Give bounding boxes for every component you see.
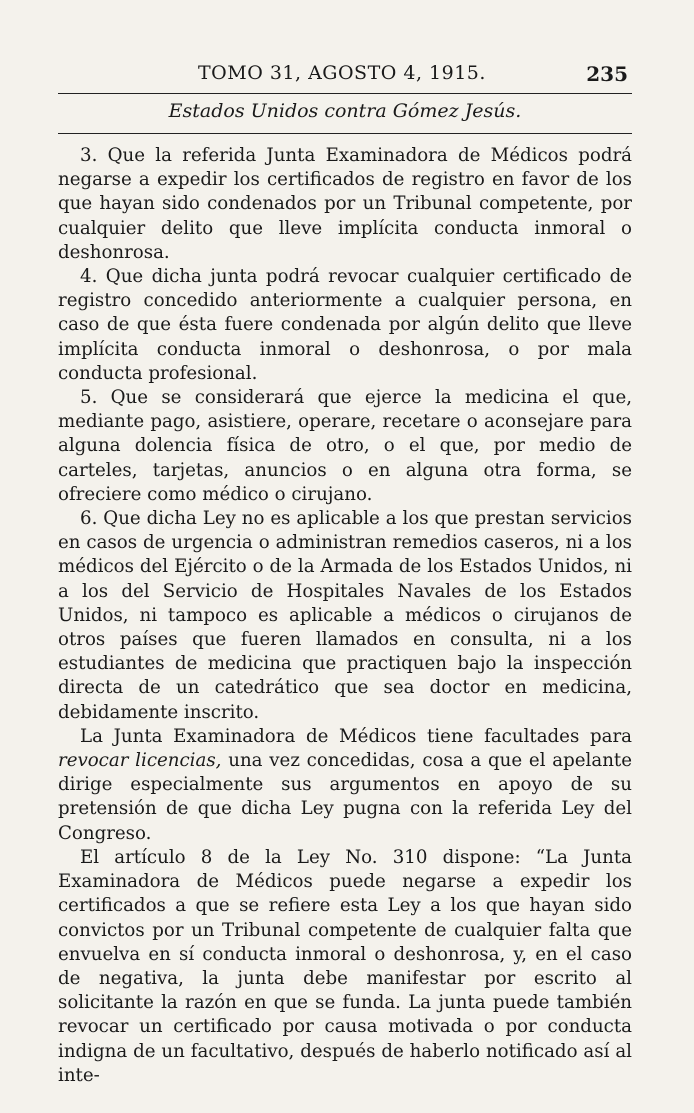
paragraph-articulo-8: El artículo 8 de la Ley No. 310 dispone: “La Junta Examinadora de Médicos puede negarse a expedir los certificados a que se refiere esta Ley a los que hayan sido convictos por un Tribunal competente de cualquier falta que envuelva en sí conducta inmoral o deshonrosa, y, en el caso de negativa, la junta debe manifestar por escrito al solicitante la razón en que se funda. La junta puede también revocar un certificado por causa motivada o por conducta indigna de un facultativo, después de haberlo notificado así al inte- xyxy=(58,846,632,1086)
body-text xyxy=(58,144,632,1088)
paragraph-5: 5. Que se considerará que ejerce la medicina el que, mediante pago, asistiere, operare, recetare o aconsejare para alguna dolencia física de otro, o el que, por medio de carteles, tarjetas, anuncios o en alguna otra forma, se ofreciere como médico o cirujano. xyxy=(58,387,632,505)
paragraph-junta-end: una vez concedidas, cosa a que el apelante dirige especialmente sus argumentos en apoyo de su pretensión de que dicha Ley pugna con la referida Ley del Congreso. xyxy=(58,750,632,844)
case-title: Estados Unidos contra Gómez Jesús. xyxy=(168,100,522,122)
paragraph-junta-italic: revocar licencias, xyxy=(58,750,222,772)
paragraph-6: 6. Que dicha Ley no es aplicable a los que prestan servicios en casos de urgencia o administran remedios caseros, ni a los médicos del Ejército o de la Armada de los Estados Unidos, ni a los del Servicio de Hospitales Navales de los Estados Unidos, ni tampoco es aplicable a médicos o cirujanos de otros países que fueren llamados en consulta, ni a los estudiantes de medicina que practiquen bajo la inspección directa de un catedrático que sea doctor en medicina, debidamente inscrito. xyxy=(58,508,632,723)
paragraph-junta-start: La Junta Examinadora de Médicos tiene facultades para xyxy=(80,725,632,747)
running-header xyxy=(58,62,632,88)
paragraph-junta xyxy=(58,725,632,846)
header-divider xyxy=(58,93,632,94)
case-title-divider xyxy=(58,133,632,134)
paragraph-4: 4. Que dicha junta podrá revocar cualquier certificado de registro concedido anteriormente a cualquier persona, en caso de que ésta fuere condenada por algún delito que lleve implícita conducta inmoral o deshonrosa, o por mala conducta profesional. xyxy=(58,266,632,384)
paragraph-3: 3. Que la referida Junta Examinadora de Médicos podrá negarse a expedir los certificados de registro en favor de los que hayan sido condenados por un Tribunal competente, por cualquier delito que lleve implícita conducta inmoral o deshonrosa. xyxy=(58,145,632,263)
header-title: TOMO 31, AGOSTO 4, 1915. xyxy=(198,62,486,84)
page-number: 235 xyxy=(586,62,628,86)
